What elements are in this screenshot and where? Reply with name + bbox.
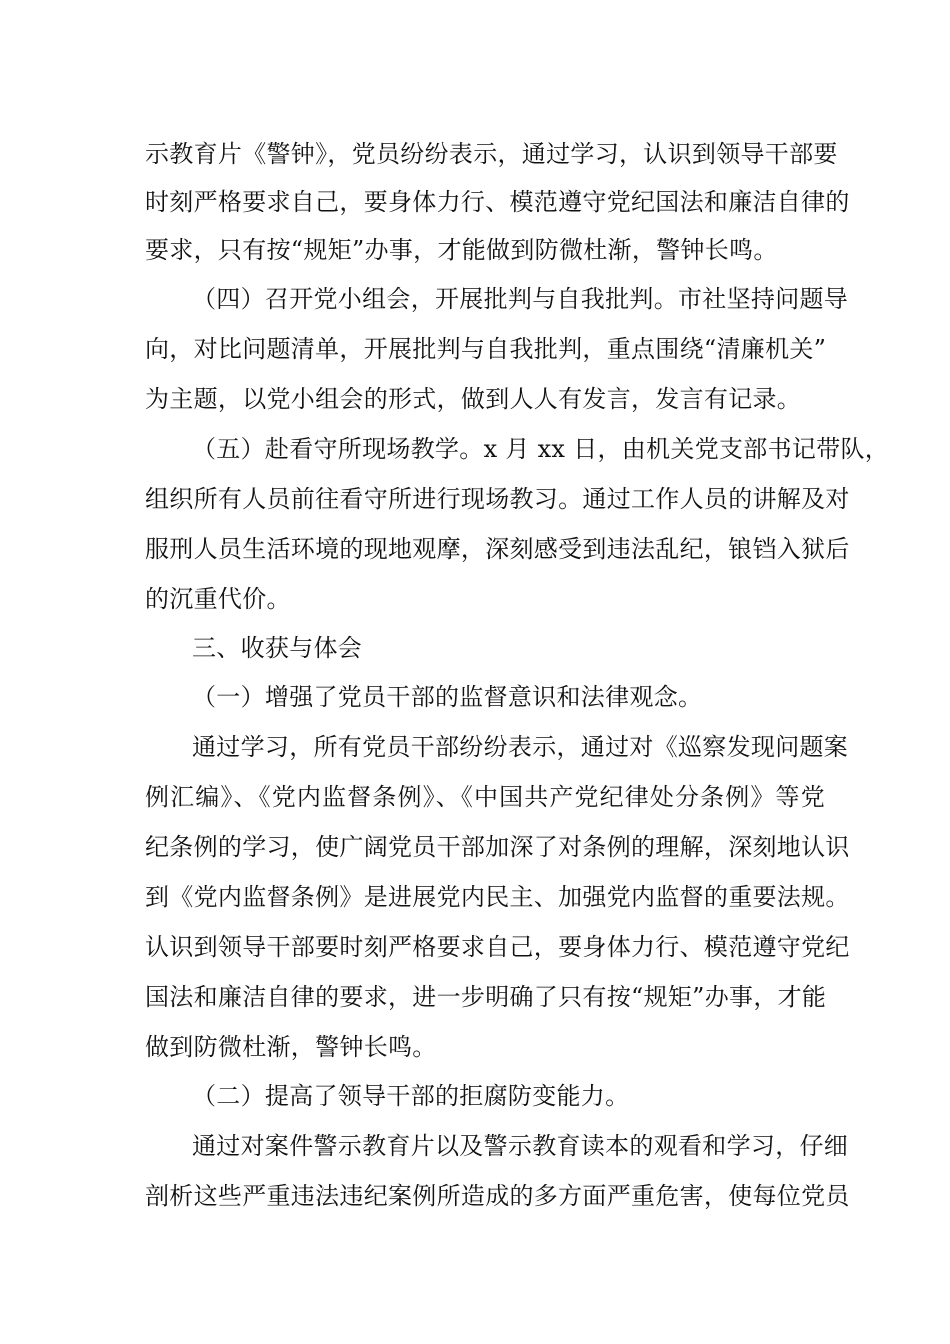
text-line: 通过对案件警示教育片以及警示教育读本的观看和学习，仔细 xyxy=(192,1132,849,1160)
text-line: 到《党内监督条例》是进展党内民主、加强党内监督的重要法规。 xyxy=(145,883,850,911)
text-line: 服刑人员生活环境的现地观摩，深刻感受到违法乱纪，锒铛入狱后 xyxy=(145,535,850,563)
text-line: 认识到领导干部要时刻严格要求自己，要身体力行、模范遵守党纪 xyxy=(145,933,850,961)
text-line: 向，对比问题清单，开展批判与自我批判，重点围绕“清廉机关” xyxy=(145,335,827,363)
text-line: 剖析这些严重违法违纪案例所造成的多方面严重危害，使每位党员 xyxy=(145,1182,850,1210)
text-line: 为主题，以党小组会的形式，做到人人有发言，发言有记录。 xyxy=(145,385,802,413)
subsection-heading-2: （二）提高了领导干部的拒腐防变能力。 xyxy=(192,1082,630,1110)
text-line: 通过学习，所有党员干部纷纷表示，通过对《巡察发现问题案 xyxy=(192,733,849,761)
paragraph-heading-5: （五）赴看守所现场教学。x 月 xx 日，由机关党支部书记带队， xyxy=(192,435,890,463)
text-line: 示教育片《警钟》，党员纷纷表示，通过学习，认识到领导干部要 xyxy=(145,140,838,168)
paragraph-heading-4: （四）召开党小组会，开展批判与自我批判。市社坚持问题导 xyxy=(192,285,849,313)
text-line: 组织所有人员前往看守所进行现场教习。通过工作人员的讲解及对 xyxy=(145,485,850,513)
text-line: 国法和廉洁自律的要求，进一步明确了只有按“规矩”办事，才能 xyxy=(145,983,827,1011)
subsection-heading-1: （一）增强了党员干部的监督意识和法律观念。 xyxy=(192,683,703,711)
text-line: 做到防微杜渐，警钟长鸣。 xyxy=(145,1033,437,1061)
text-line: 例汇编》、《党内监督条例》、《中国共产党纪律处分条例》等党 xyxy=(145,783,825,811)
text-line: 时刻严格要求自己，要身体力行、模范遵守党纪国法和廉洁自律的 xyxy=(145,188,850,216)
section-heading: 三、收获与体会 xyxy=(192,634,363,662)
text-line: 的沉重代价。 xyxy=(145,585,291,613)
text-line: 纪条例的学习，使广阔党员干部加深了对条例的理解，深刻地认识 xyxy=(145,833,850,861)
text-line: 要求，只有按“规矩”办事，才能做到防微杜渐，警钟长鸣。 xyxy=(145,236,778,264)
